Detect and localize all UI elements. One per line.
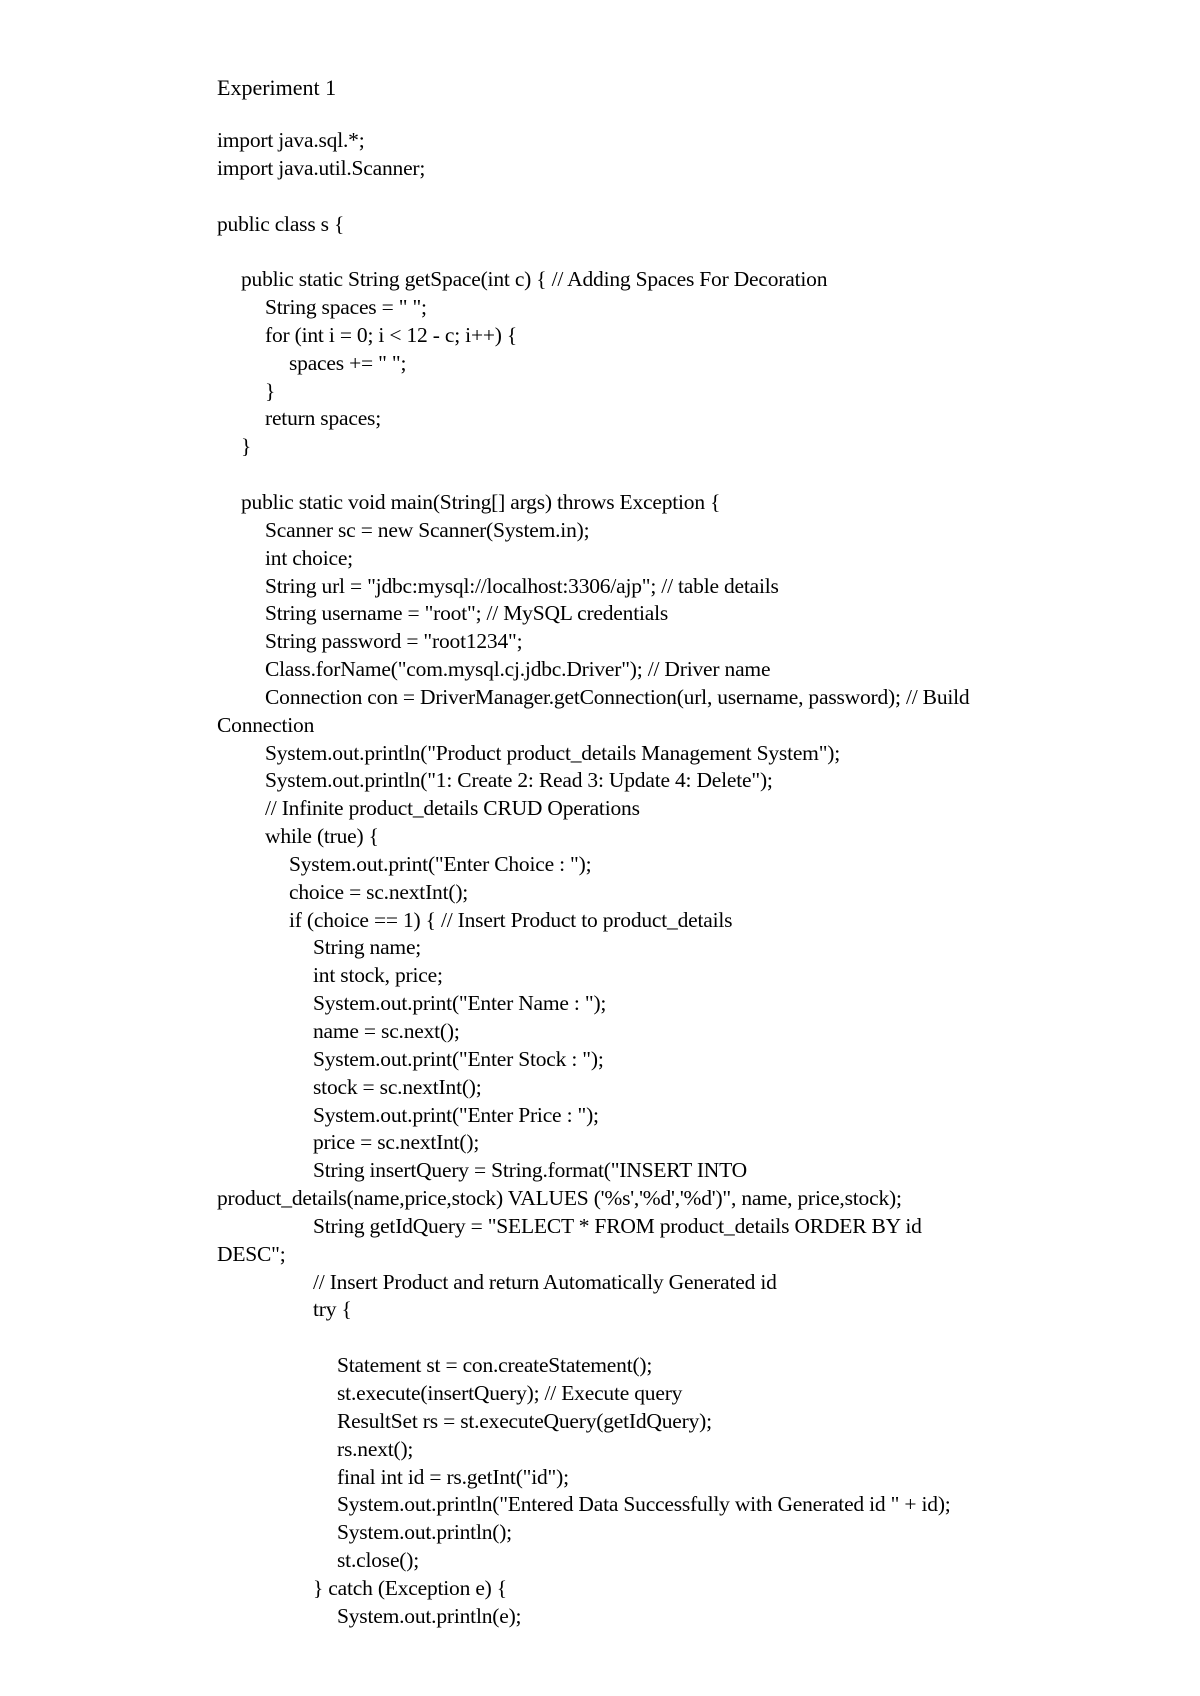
code-line-getspace-signature: public static String getSpace(int c) { // Adding Spaces For Decoration	[241, 267, 828, 292]
code-line: st.execute(insertQuery); // Execute query	[337, 1380, 683, 1405]
code-line: }	[241, 434, 252, 459]
code-line-wrapped: DESC";	[217, 1241, 286, 1266]
code-line: String getIdQuery = "SELECT * FROM product_details ORDER BY id	[313, 1213, 922, 1238]
code-listing	[217, 127, 1087, 1631]
code-line: choice = sc.nextInt();	[289, 879, 469, 904]
code-line: } catch (Exception e) {	[313, 1575, 507, 1600]
blank-line	[217, 183, 1087, 211]
code-line: int choice;	[265, 545, 353, 570]
code-line: }	[265, 378, 276, 403]
blank-line	[217, 461, 1087, 489]
code-line-class-declaration: public class s {	[217, 211, 345, 236]
code-line: Scanner sc = new Scanner(System.in);	[265, 517, 590, 542]
code-line: ResultSet rs = st.executeQuery(getIdQuery);	[337, 1408, 712, 1433]
code-line-wrapped: product_details(name,price,stock) VALUES ('%s','%d','%d')", name, price,stock);	[217, 1186, 902, 1211]
code-line: System.out.print("Enter Name : ");	[313, 991, 607, 1016]
code-line: String spaces = " ";	[265, 295, 427, 320]
code-line: int stock, price;	[313, 963, 443, 988]
code-line: System.out.println("1: Create 2: Read 3: Update 4: Delete");	[265, 768, 773, 793]
code-line: System.out.println(e);	[337, 1603, 522, 1628]
code-line: System.out.println("Entered Data Successfully with Generated id " + id);	[337, 1492, 951, 1517]
code-line: return spaces;	[265, 406, 381, 431]
code-line: stock = sc.nextInt();	[313, 1074, 482, 1099]
code-line-wrapped: Connection	[217, 712, 315, 737]
code-line: String username = "root"; // MySQL credentials	[265, 601, 669, 626]
code-line-import-scanner: import java.util.Scanner;	[217, 155, 426, 180]
code-line: Class.forName("com.mysql.cj.jdbc.Driver"); // Driver name	[265, 657, 771, 682]
code-line: spaces += " ";	[289, 350, 407, 375]
code-line: name = sc.next();	[313, 1019, 460, 1043]
code-line: System.out.println("Product product_details Management System");	[265, 740, 841, 765]
code-line: rs.next();	[337, 1436, 414, 1461]
code-line: Statement st = con.createStatement();	[337, 1353, 653, 1378]
code-line: System.out.print("Enter Price : ");	[313, 1102, 599, 1127]
code-line: String name;	[313, 935, 422, 960]
code-line: if (choice == 1) { // Insert Product to product_details	[289, 907, 733, 932]
code-line: String password = "root1234";	[265, 629, 523, 654]
code-line: String url = "jdbc:mysql://localhost:3306/ajp"; // table details	[265, 573, 779, 598]
code-line: System.out.print("Enter Choice : ");	[289, 851, 592, 876]
code-line: Connection con = DriverManager.getConnection(url, username, password); // Build	[265, 684, 970, 709]
document-title: Experiment 1	[217, 75, 337, 100]
code-line: System.out.print("Enter Stock : ");	[313, 1046, 604, 1071]
code-line: System.out.println();	[337, 1520, 512, 1545]
code-line-comment: // Infinite product_details CRUD Operations	[265, 796, 640, 821]
blank-line	[217, 238, 1087, 266]
code-line: st.close();	[337, 1548, 419, 1573]
code-line: while (true) {	[265, 824, 379, 849]
code-line-import-sql: import java.sql.*;	[217, 128, 365, 152]
code-line: final int id = rs.getInt("id");	[337, 1464, 569, 1489]
code-line: for (int i = 0; i < 12 - c; i++) {	[265, 322, 518, 347]
code-line-comment: // Insert Product and return Automatically Generated id	[313, 1269, 777, 1294]
blank-line	[217, 1324, 1087, 1352]
code-line: price = sc.nextInt();	[313, 1130, 480, 1155]
code-line-main-signature: public static void main(String[] args) throws Exception {	[241, 489, 721, 514]
code-line: String insertQuery = String.format("INSERT INTO	[313, 1158, 747, 1183]
code-line: try {	[313, 1297, 352, 1322]
